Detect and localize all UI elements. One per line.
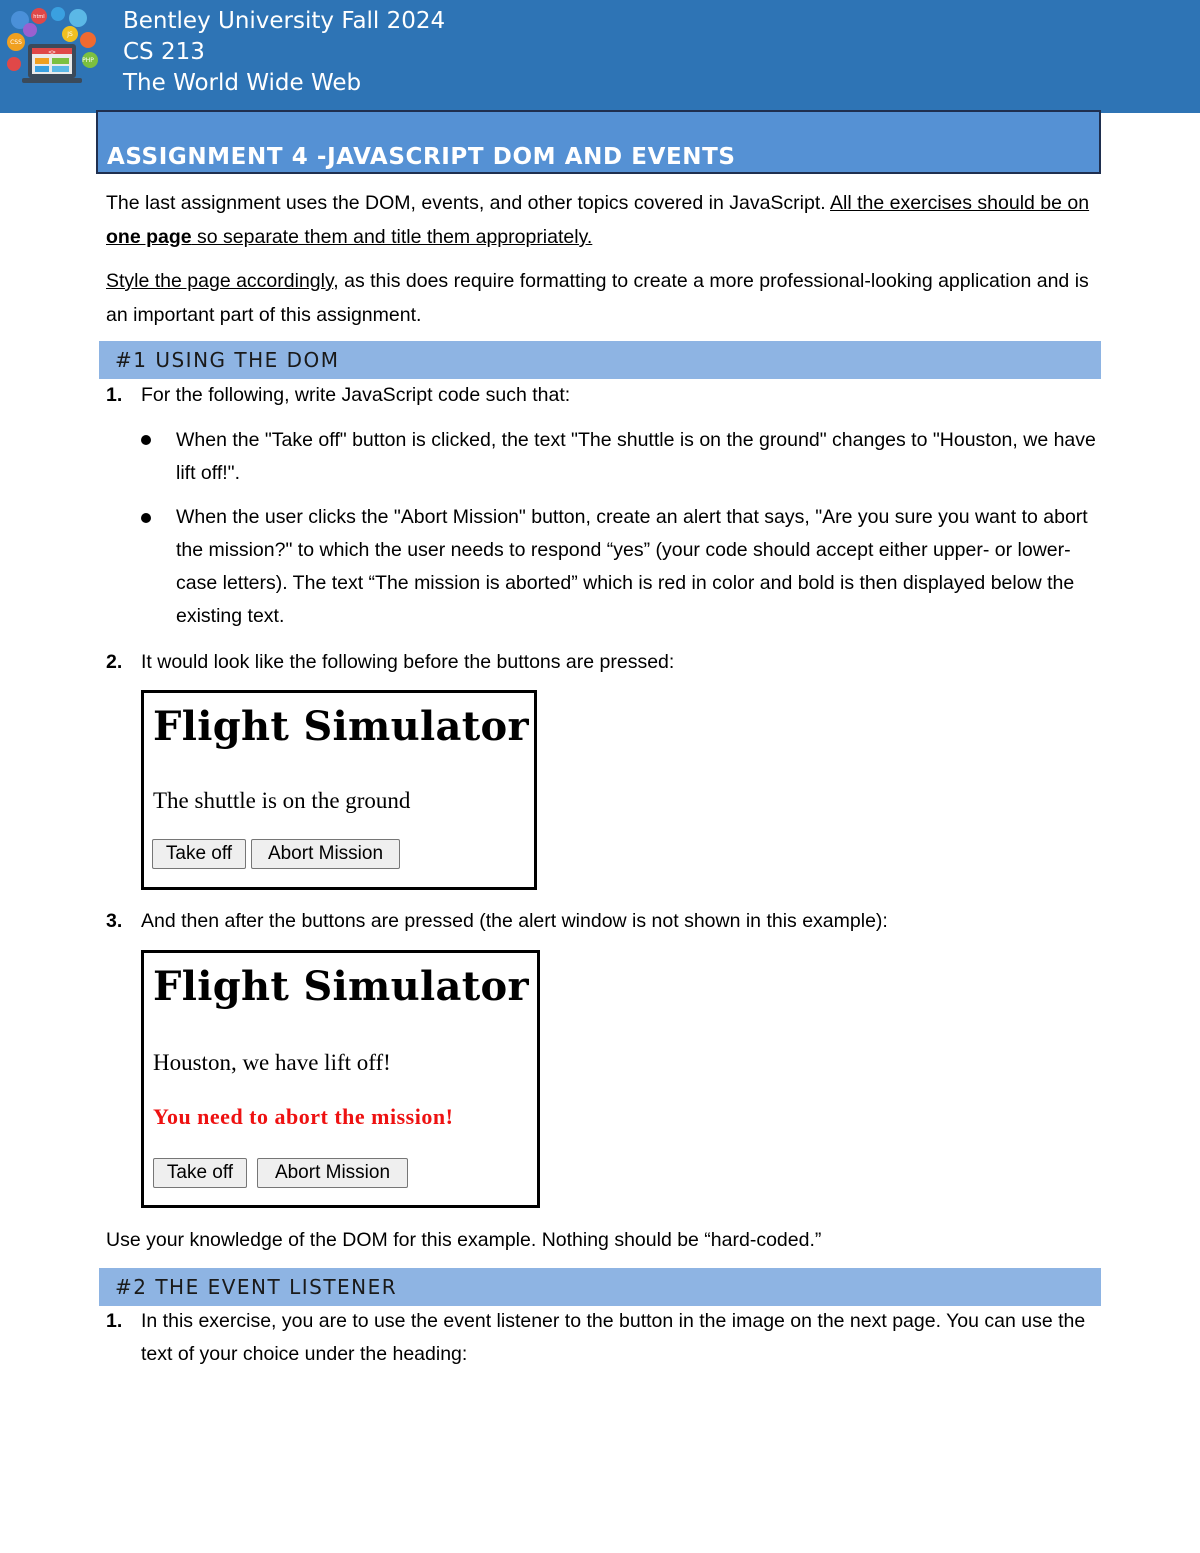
list-item-3-text: And then after the buttons are pressed (the alert window is not shown in this example): bbox=[141, 910, 888, 932]
logo-tag-php: PHP bbox=[82, 57, 94, 64]
intro-p2-underline: Style the page accordingly bbox=[106, 270, 334, 292]
take-off-button[interactable]: Take off bbox=[152, 839, 246, 869]
sim-status-text: The shuttle is on the ground bbox=[153, 788, 411, 813]
sim-status-text: Houston, we have lift off! bbox=[153, 1050, 391, 1075]
list-number: 3. bbox=[106, 910, 123, 932]
section-1-header bbox=[99, 341, 1101, 379]
sim-heading: Flight Simulator bbox=[153, 963, 529, 1010]
course-name: The World Wide Web bbox=[123, 70, 362, 96]
sim-heading: Flight Simulator bbox=[153, 703, 529, 750]
assignment-title: ASSIGNMENT 4 -JAVASCRIPT DOM AND EVENTS bbox=[107, 144, 736, 170]
bullet-icon bbox=[141, 513, 151, 523]
bullet-item-1: When the "Take off" button is clicked, the text "The shuttle is on the ground" changes to "Houston, we have lift off!". bbox=[176, 429, 1096, 484]
section-2-title: #2 THE EVENT LISTENER bbox=[115, 1275, 398, 1299]
web-dev-logo-icon bbox=[6, 6, 98, 98]
logo-tag-js: JS bbox=[67, 31, 73, 38]
flight-sim-before-screenshot bbox=[141, 690, 537, 890]
section-1-title: #1 USING THE DOM bbox=[115, 348, 340, 372]
intro-p1-after: so separate them and title them appropriately. bbox=[191, 226, 593, 248]
list-item-1-text: For the following, write JavaScript code such that: bbox=[141, 384, 571, 406]
abort-mission-button[interactable]: Abort Mission bbox=[257, 1158, 408, 1188]
section-2-item-1-text: In this exercise, you are to use the event listener to the button in the image on the next page. You can use the text of your choice under the heading: bbox=[141, 1310, 1086, 1365]
intro-paragraph-1 bbox=[106, 186, 1096, 254]
university-term: Bentley University Fall 2024 bbox=[123, 8, 446, 34]
bullet-item-2: When the user clicks the "Abort Mission" button, create an alert that says, "Are you sure you want to abort the mission?" to which the user needs to respond “yes” (your code should accept either upper- or lower-case letters). The text “The mission is aborted” which is red in color and bold is then displayed below the existing text. bbox=[176, 506, 1088, 627]
bullet-icon bbox=[141, 435, 151, 445]
section-2-header bbox=[99, 1268, 1101, 1306]
assignment-title-bar bbox=[96, 110, 1101, 174]
intro-paragraph-2 bbox=[106, 264, 1096, 332]
list-number: 1. bbox=[106, 384, 123, 406]
page-header bbox=[0, 0, 1200, 113]
abort-mission-button[interactable]: Abort Mission bbox=[251, 839, 400, 869]
logo-tag-html: html bbox=[33, 14, 45, 20]
take-off-button[interactable]: Take off bbox=[153, 1158, 247, 1188]
course-code: CS 213 bbox=[123, 39, 205, 65]
list-item-2-text: It would look like the following before the buttons are pressed: bbox=[141, 651, 675, 673]
list-number: 2. bbox=[106, 651, 123, 673]
flight-sim-after-screenshot bbox=[141, 950, 540, 1208]
intro-p1-underline: All the exercises should be on bbox=[830, 192, 1090, 214]
logo-code-glyph: <> bbox=[48, 49, 56, 56]
intro-p2-after: , as this does require formatting to create a more professional-looking application and is an important part of this assignment. bbox=[106, 270, 1089, 326]
logo-tag-css: CSS bbox=[10, 39, 22, 46]
section-1-closing: Use your knowledge of the DOM for this example. Nothing should be “hard-coded.” bbox=[106, 1229, 822, 1251]
intro-p1-emphasis: one page bbox=[106, 226, 192, 248]
course-info bbox=[123, 6, 445, 99]
intro-p1-plain: The last assignment uses the DOM, events, and other topics covered in JavaScript. bbox=[106, 192, 831, 214]
list-number: 1. bbox=[106, 1310, 123, 1332]
sim-abort-message: You need to abort the mission! bbox=[153, 1104, 454, 1129]
